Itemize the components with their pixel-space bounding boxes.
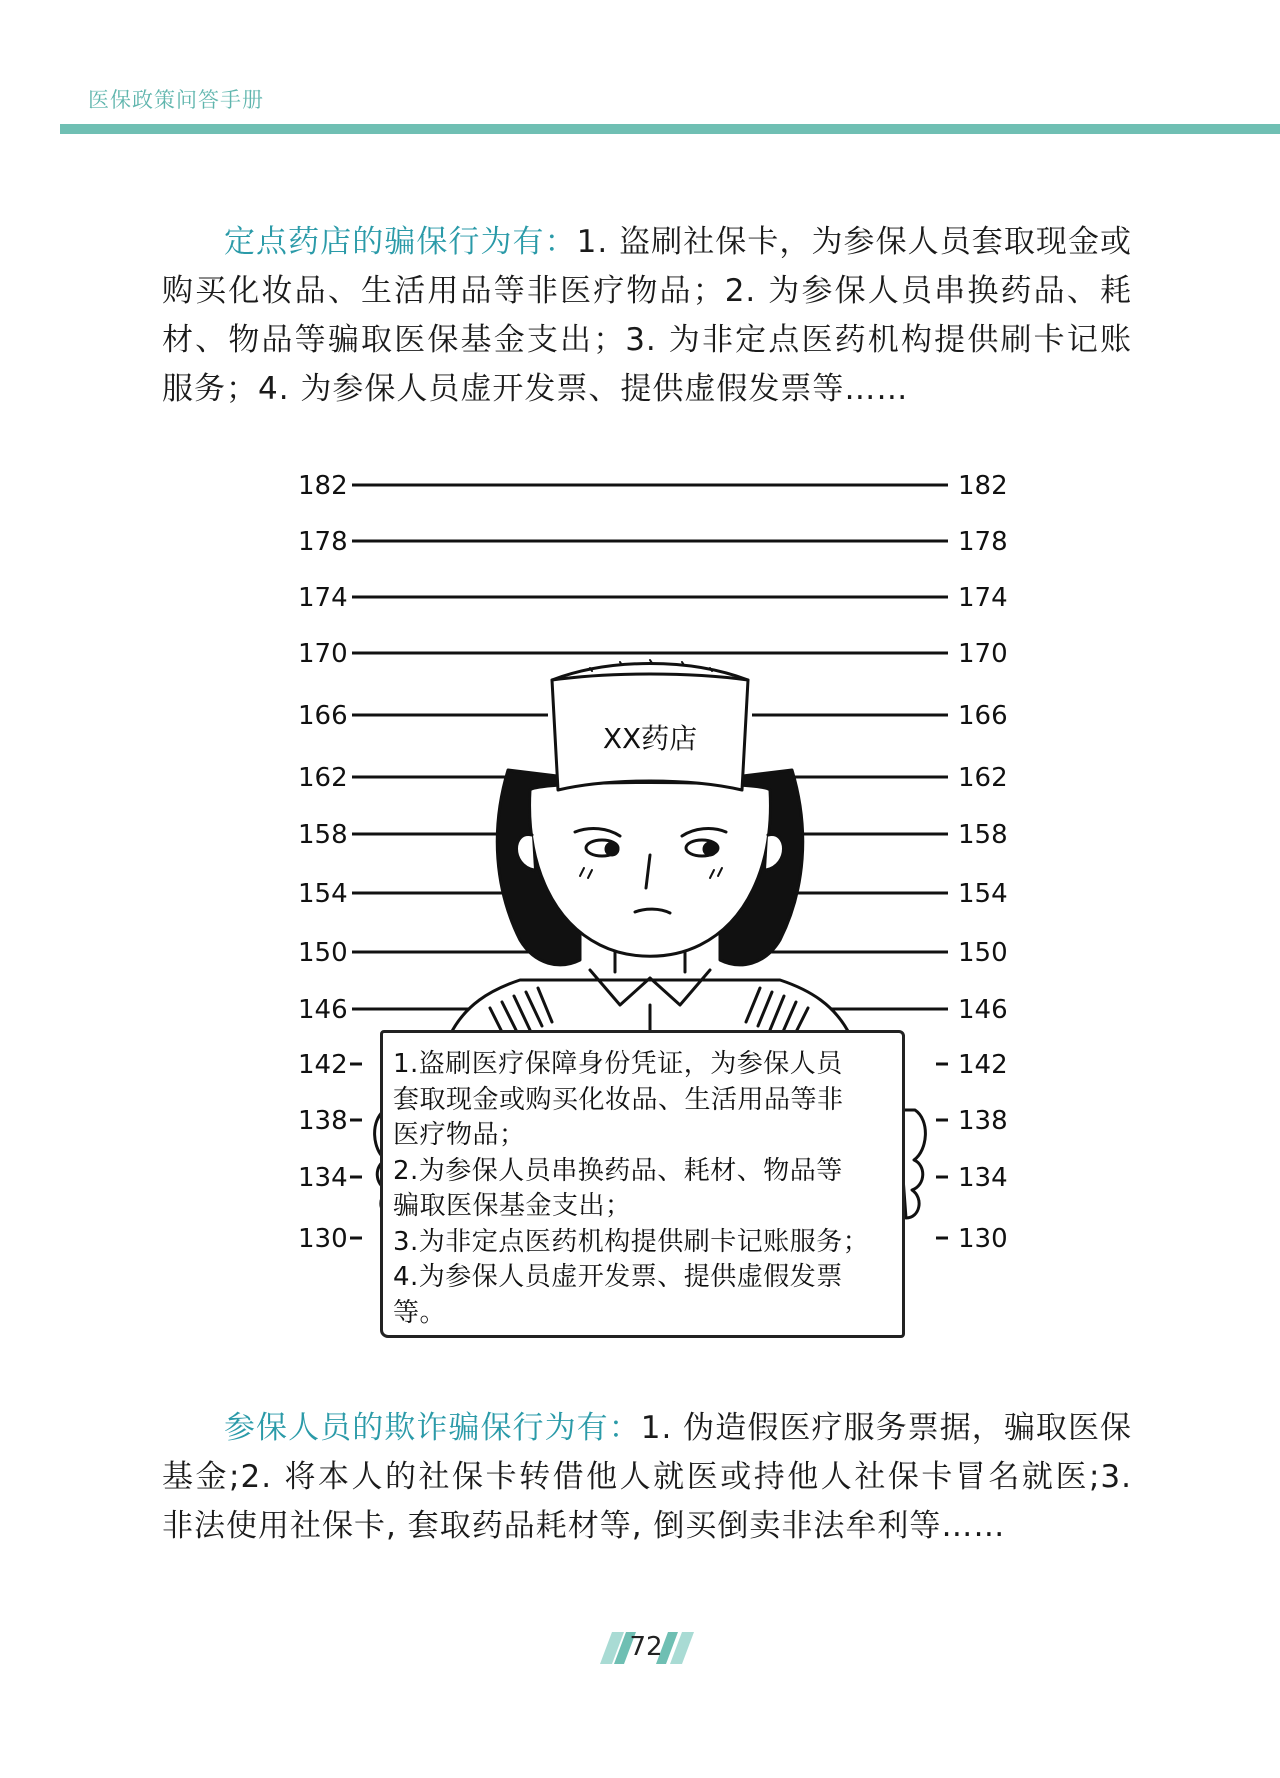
pharmacy-fraud-paragraph <box>162 218 1132 414</box>
tick-label-left: 166 <box>298 701 348 731</box>
tick-label-right: 130 <box>958 1224 1008 1254</box>
tick-label-left: 130 <box>298 1224 348 1254</box>
tick-label-left: 174 <box>298 583 348 613</box>
tick-label-left: 150 <box>298 938 348 968</box>
tick-label-right: 162 <box>958 763 1008 793</box>
tick-label-right: 182 <box>958 471 1008 501</box>
placard-line: 套取现金或购买化妆品、生活用品等非 <box>393 1084 844 1115</box>
insured-fraud-lead: 参保人员的欺诈骗保行为有： <box>224 1410 641 1446</box>
insured-fraud-paragraph <box>162 1404 1132 1551</box>
tick-label-right: 174 <box>958 583 1008 613</box>
tick-label-right: 142 <box>958 1050 1008 1080</box>
header-divider <box>60 124 1280 134</box>
page-footer <box>590 1630 702 1666</box>
tick-label-left: 182 <box>298 471 348 501</box>
tick-label-right: 166 <box>958 701 1008 731</box>
tick-label-left: 146 <box>298 995 348 1025</box>
tick-label-right: 138 <box>958 1106 1008 1136</box>
pupil-left <box>606 843 618 855</box>
tick-label-left: 154 <box>298 879 348 909</box>
placard <box>380 1030 905 1338</box>
tick-label-left: 162 <box>298 763 348 793</box>
tick-label-right: 150 <box>958 938 1008 968</box>
cap-label: XX药店 <box>602 722 698 755</box>
placard-line: 医疗物品； <box>393 1120 526 1150</box>
tick-label-left: 170 <box>298 639 348 669</box>
insured-fraud-body: 1. 伪造假医疗服务票据，骗取医保基金;2. 将本人的社保卡转借他人就医或持他人社保卡冒名就医;3. 非法使用社保卡, 套取药品耗材等, 倒买倒卖非法牟利等…… <box>162 1410 1133 1544</box>
pharmacy-fraud-body: 1. 盗刷社保卡，为参保人员套取现金或购买化妆品、生活用品等非医疗物品；2. 为参保人员串换药品、耗材、物品等骗取医保基金支出；3. 为非定点医药机构提供刷卡记账服务；4. 为参保人员虚开发票、提供虚假发票等…… <box>162 224 1132 407</box>
header-title: 医保政策问答手册 <box>88 88 264 112</box>
tick-label-right: 158 <box>958 820 1008 850</box>
placard-line: 3.为非定点医药机构提供刷卡记账服务； <box>393 1226 870 1257</box>
tick-label-left: 134 <box>298 1163 348 1193</box>
pharmacy-fraud-lead: 定点药店的骗保行为有： <box>224 224 577 260</box>
placard-line: 4.为参保人员虚开发票、提供虚假发票 <box>393 1262 843 1292</box>
tick-label-left: 138 <box>298 1106 348 1136</box>
placard-line: 1.盗刷医疗保障身份凭证，为参保人员 <box>393 1049 843 1079</box>
tick-label-right: 146 <box>958 995 1008 1025</box>
lineup-illustration <box>290 460 1010 1350</box>
tick-label-right: 170 <box>958 639 1008 669</box>
tick-label-right: 134 <box>958 1163 1008 1193</box>
placard-line: 骗取医保基金支出； <box>393 1191 632 1221</box>
tick-label-left: 158 <box>298 820 348 850</box>
tick-label-left: 178 <box>298 527 348 557</box>
placard-line: 2.为参保人员串换药品、耗材、物品等 <box>393 1155 843 1186</box>
tick-label-right: 154 <box>958 879 1008 909</box>
tick-label-right: 178 <box>958 527 1008 557</box>
tick-label-left: 142 <box>298 1050 348 1080</box>
placard-line: 等。 <box>393 1297 447 1328</box>
pupil-right <box>704 843 716 855</box>
page-number: 72 <box>629 1632 663 1662</box>
